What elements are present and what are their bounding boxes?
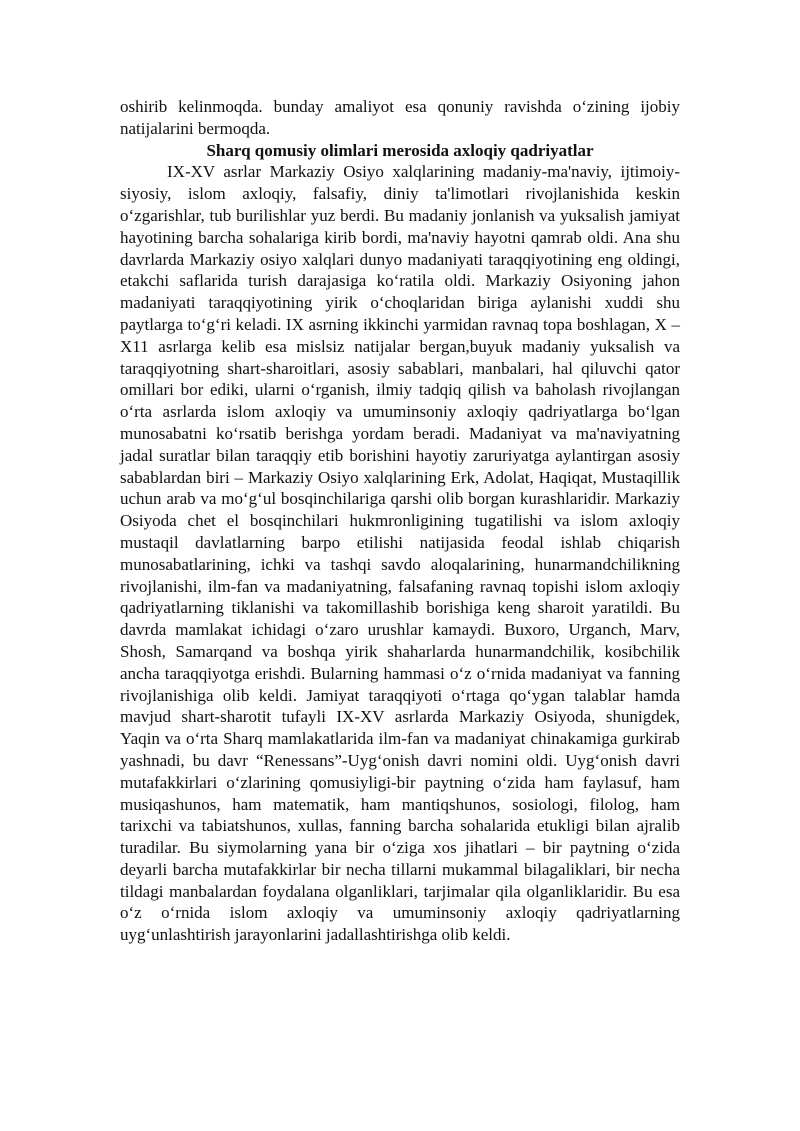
document-page (120, 96, 680, 946)
section-title: Sharq qomusiy olimlari merosida axloqiy qadriyatlar (206, 140, 594, 160)
body-paragraph: IX-XV asrlar Markaziy Osiyo xalqlarining madaniy-ma'naviy, ijtimoiy-siyosiy, islom axloqiy, falsafiy, diniy ta'limotlari rivojlanishida keskin o‘zgarishlar, tub burilishlar yuz berdi. Bu madaniy jonlanish va yuksalish jamiyat hayotining barcha sohalariga kirib bordi, ma'naviy hayotni qamrab oldi. Ana shu davrlarda Markaziy osiyo xalqlari dunyo madaniyati taraqqiyotining eng oldingi, etakchi saflarida turish darajasiga ko‘ratila oldi. Markaziy Osiyoning jahon madaniyati taraqqiyotining yirik o‘choqlaridan biriga aylanishi xuddi shu paytlarga to‘g‘ri keladi. IX asrning ikkinchi yarmidan ravnaq topa boshlagan, X –X11 asrlarga kelib esa mislsiz natijalar bergan,buyuk madaniy yuksalish va taraqqiyotning shart-sharoitlari, asosiy sabablari, manbalari, hal qiluvchi qator omillari bor ediki, ularni o‘rganish, ilmiy tadqiq qilish va baholash rivojlangan o‘rta asrlarda islom axloqiy va umuminsoniy axloqiy qadriyatlarga bo‘lgan munosabatni ko‘rsatib berishga yordam beradi. Madaniyat va ma'naviyatning jadal suratlar bilan taraqqiy etib borishini hayotiy zaruriyatga aylantirgan asosiy sabablardan biri – Markaziy Osiyo xalqlarining Erk, Adolat, Haqiqat, Mustaqillik uchun arab va mo‘g‘ul bosqinchilariga qarshi olib borgan kurashlaridir. Markaziy Osiyoda chet el bosqinchilari hukmronligining tugatilishi va islom axloqiy mustaqil davlatlarning barpo etilishi natijasida feodal ishlab chiqarish munosabatlarining, ichki va tashqi savdo aloqalarining, hunarmandchilikning rivojlanishi, ilm-fan va madaniyatning, falsafaning ravnaq topishi islom axloqiy qadriyatlarning tiklanishi va takomillashib borishiga keng sharoit yaratildi. Bu davrda mamlakat ichidagi o‘zaro urushlar kamaydi. Buxoro, Urganch, Marv, Shosh, Samarqand va boshqa yirik shaharlarda hunarmandchilik, kosibchilik ancha taraqqiyotga erishdi. Bularning hammasi o‘z o‘rnida madaniyat va fanning rivojlanishiga olib keldi. Jamiyat taraqqiyoti o‘rtaga qo‘ygan talablar hamda mavjud shart-sharotit tufayli IX-XV asrlarda Markaziy Osiyoda, shunigdek, Yaqin va o‘rta Sharq mamlakatlarida ilm-fan va madaniyat chinakamiga gurkirab yashnadi, bu davr “Renessans”-Uyg‘onish davri nomini oldi. Uyg‘onish davri mutafakkirlari o‘zlarining qomusiyligi-bir paytning o‘zida ham faylasuf, ham musiqashunos, ham matematik, ham mantiqshunos, sosiologi, filolog, ham tarixchi va tabiatshunos, xullas, fanning barcha sohalarida etukligi bilan ajralib turadilar. Bu siymolarning yana bir o‘ziga xos jihatlari – bir paytning o‘zida deyarli barcha mutafakkirlar bir necha tillarni mukammal bilagaliklari, bir necha tildagi manbalardan foydalana olganliklari, tarjimalar qila olganliklaridir. Bu esa o‘z o‘rnida islom axloqiy va umuminsoniy axloqiy qadriyatlarning uyg‘unlashtirish jarayonlarini jadallashtirishga olib keldi. (120, 162, 680, 945)
intro-paragraph: oshirib kelinmoqda. bunday amaliyot esa qonuniy ravishda o‘zining ijobiy natijalarini bermoqda. (120, 97, 680, 138)
